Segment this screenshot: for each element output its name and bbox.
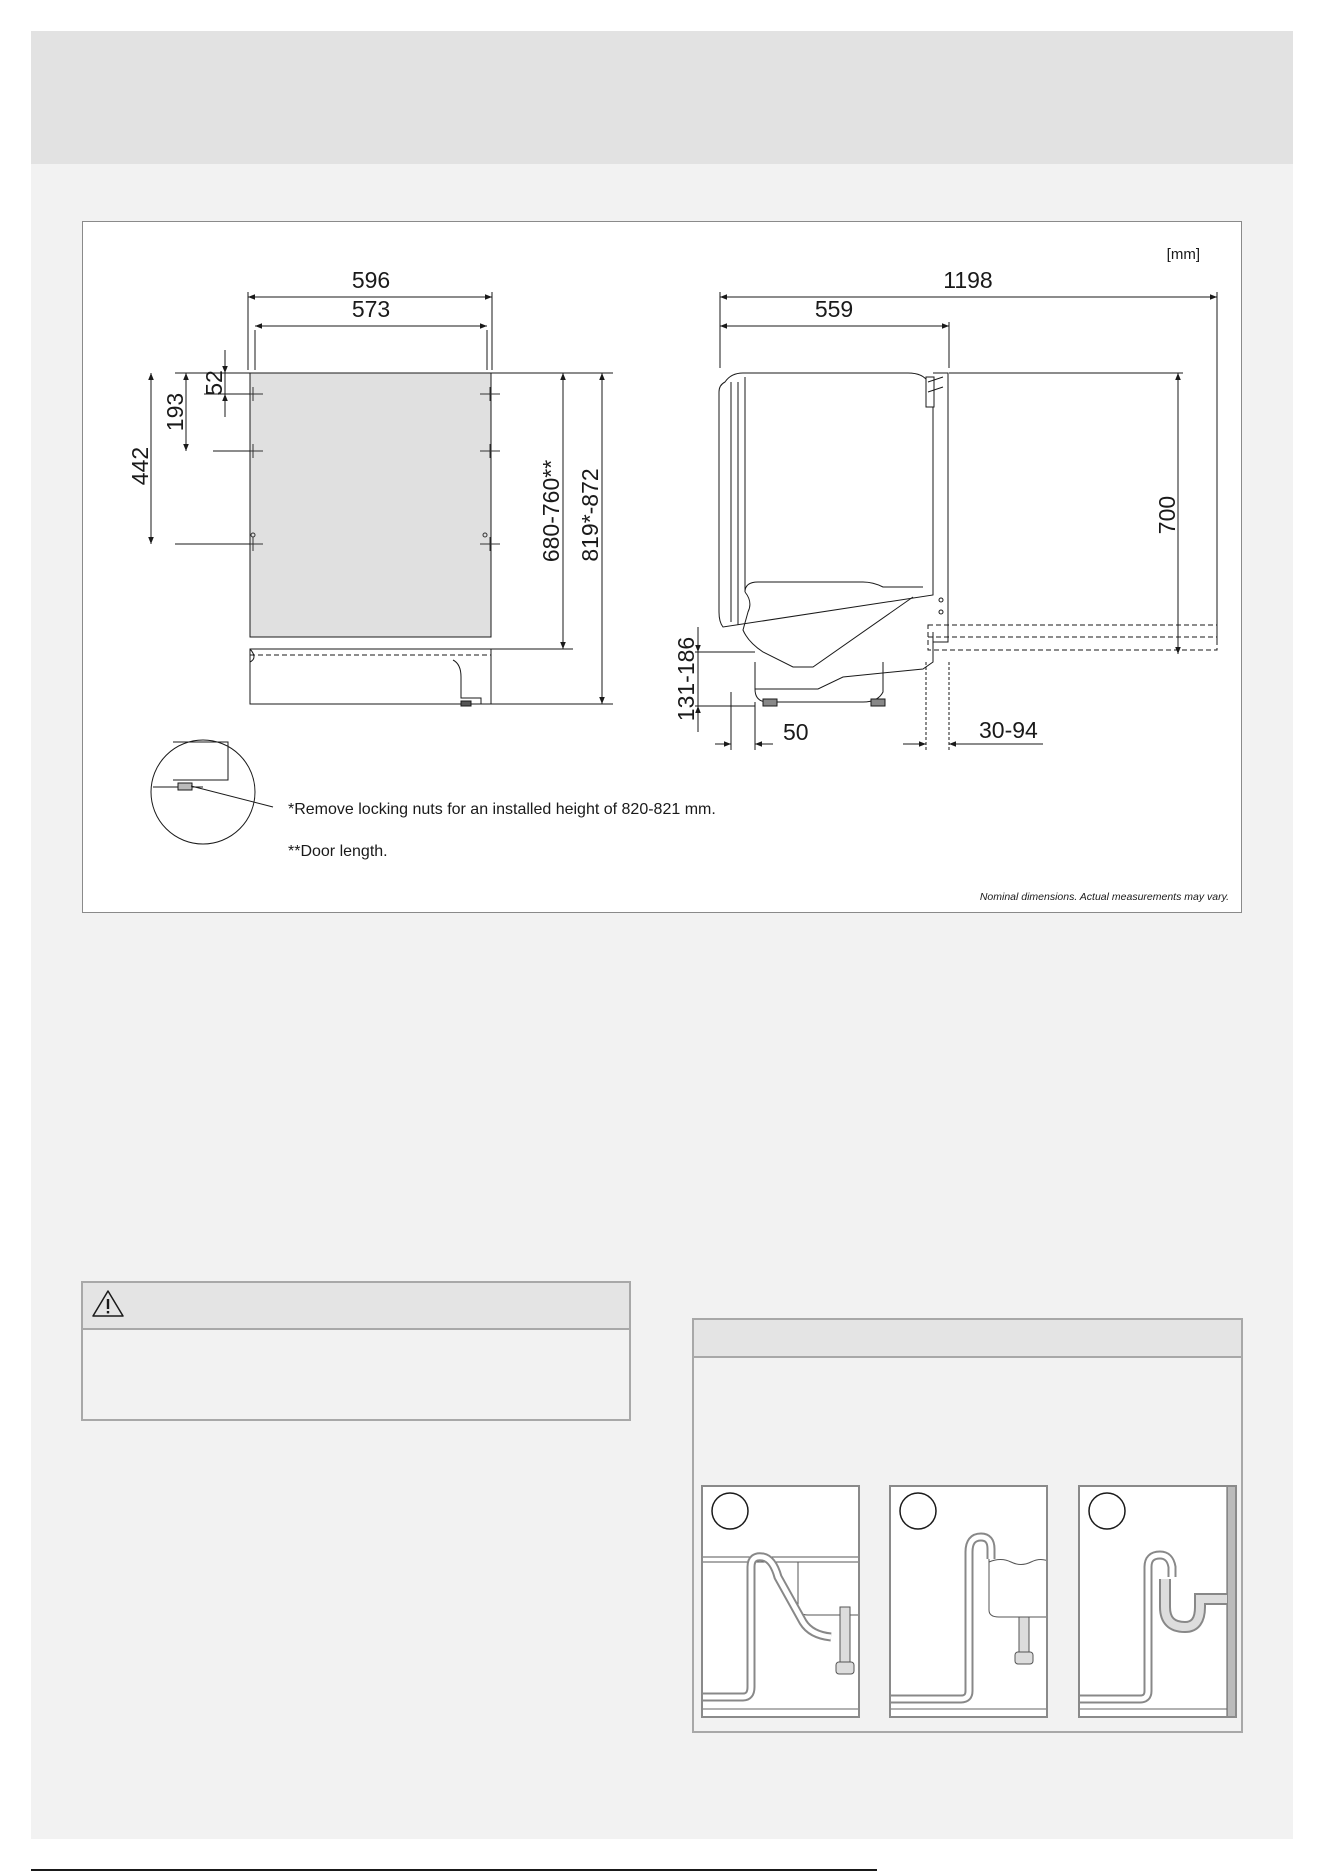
dimension-diagram xyxy=(82,221,1242,913)
drain-options-header xyxy=(694,1320,1241,1358)
dim-plinth-height: 131-186 xyxy=(673,636,699,722)
drain-option-wall-standpipe xyxy=(1078,1485,1237,1718)
dim-width-596: 596 xyxy=(351,267,391,293)
dim-hole-193: 193 xyxy=(162,392,188,432)
disclaimer: Nominal dimensions. Actual measurements may vary. xyxy=(979,891,1229,903)
option-number-circle xyxy=(900,1493,936,1529)
dim-toe-depth: 50 xyxy=(783,719,809,745)
drain-options-box xyxy=(692,1318,1243,1733)
unit-label: [mm] xyxy=(1166,246,1200,263)
option-number-circle xyxy=(1089,1493,1125,1529)
warning-header xyxy=(83,1283,629,1330)
header-band xyxy=(31,31,1293,164)
dim-depth-559: 559 xyxy=(814,296,854,322)
note-locking-nuts: *Remove locking nuts for an installed height of 820-821 mm. xyxy=(288,801,716,818)
note-door-length: **Door length. xyxy=(288,843,388,860)
option-number-circle xyxy=(712,1493,748,1529)
dim-hole-52: 52 xyxy=(201,370,227,396)
dim-installed-height: 819*-872 xyxy=(577,468,603,562)
dim-hole-442: 442 xyxy=(127,446,153,486)
footer-rule xyxy=(31,1869,877,1871)
warning-triangle-icon xyxy=(91,1289,125,1324)
warning-box xyxy=(81,1281,631,1421)
drain-option-sink-trap xyxy=(701,1485,860,1718)
dim-door-length: 680-760** xyxy=(538,459,564,563)
dim-width-573: 573 xyxy=(351,296,391,322)
dim-height-700: 700 xyxy=(1154,495,1180,535)
dim-depth-1198: 1198 xyxy=(943,267,993,293)
drain-option-sink-edge xyxy=(889,1485,1048,1718)
dim-rear-gap: 30-94 xyxy=(979,717,1038,743)
